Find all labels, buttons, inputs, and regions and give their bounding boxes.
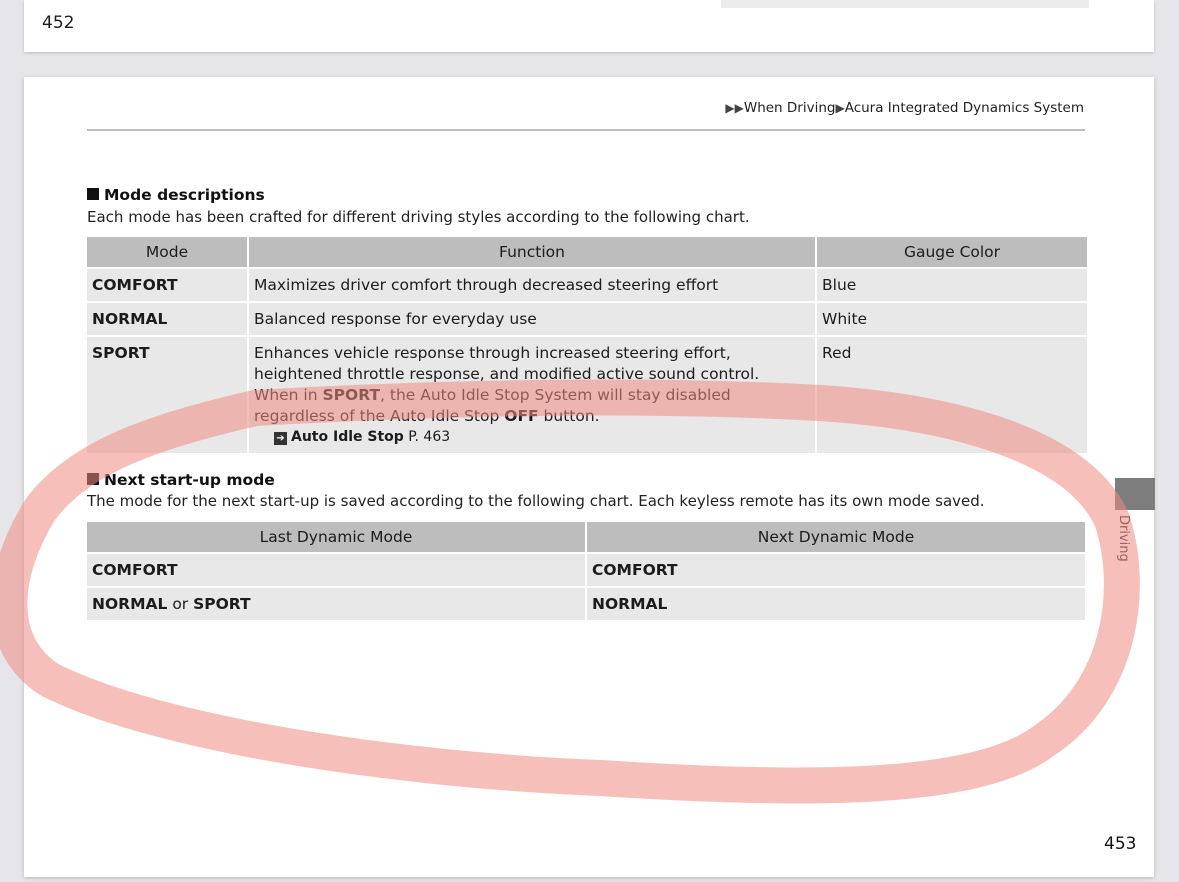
page-number: 453 <box>1104 834 1137 854</box>
table-header-row <box>87 237 1087 267</box>
next-mode-cell: NORMAL <box>587 588 1085 620</box>
side-index-label: Driving <box>1116 515 1131 562</box>
table-row <box>87 588 1085 620</box>
column-header-last-mode: Last Dynamic Mode <box>87 522 585 552</box>
gauge-color-cell: White <box>817 303 1087 335</box>
or-text: or <box>167 595 194 613</box>
mode-descriptions-text: Each mode has been crafted for different driving styles according to the following chart. <box>87 208 750 226</box>
function-cell <box>249 337 815 453</box>
header-divider <box>87 129 1085 131</box>
breadcrumb-arrows-icon: ▶▶ <box>725 101 744 115</box>
column-header-function: Function <box>249 237 815 267</box>
next-startup-title: Next start-up mode <box>104 471 275 489</box>
table-row <box>87 554 1085 586</box>
breadcrumb-separator-icon: ▶ <box>835 101 845 115</box>
previous-page <box>24 0 1154 52</box>
manual-page <box>24 77 1154 877</box>
mode-descriptions-table <box>85 235 1089 455</box>
next-startup-heading <box>87 471 275 489</box>
previous-page-table-stub <box>721 0 1089 8</box>
note-text: , the Auto Idle Stop System will stay disabled regardless of the Auto Idle Stop <box>254 386 731 425</box>
breadcrumb <box>725 100 1084 116</box>
note-text: button. <box>538 407 600 425</box>
previous-page-number: 452 <box>42 13 75 33</box>
table-header-row <box>87 522 1085 552</box>
column-header-gauge-color: Gauge Color <box>817 237 1087 267</box>
note-text: When in <box>254 386 323 404</box>
function-cell: Maximizes driver comfort through decreased steering effort <box>249 269 815 301</box>
next-startup-table <box>85 520 1087 622</box>
note-bold-off: OFF <box>504 407 539 425</box>
arrow-ref-icon: ➔ <box>274 432 287 445</box>
mode-normal: NORMAL <box>92 595 168 613</box>
mode-cell: NORMAL <box>87 303 247 335</box>
last-mode-cell: COMFORT <box>87 554 585 586</box>
mode-sport: SPORT <box>193 595 251 613</box>
ref-label: Auto Idle Stop <box>291 429 404 445</box>
gauge-color-cell: Red <box>817 337 1087 453</box>
next-startup-text: The mode for the next start-up is saved according to the following chart. Each keyless remote has its own mode saved. <box>87 492 985 510</box>
breadcrumb-item-when-driving[interactable]: When Driving <box>743 100 836 116</box>
function-text: Enhances vehicle response through increased steering effort, heightened throttle response, and modified active sound control. <box>254 344 760 383</box>
section-square-icon <box>87 188 99 200</box>
next-mode-cell: COMFORT <box>587 554 1085 586</box>
auto-idle-stop-note <box>254 385 810 427</box>
table-row <box>87 303 1087 335</box>
mode-cell: COMFORT <box>87 269 247 301</box>
mode-descriptions-title: Mode descriptions <box>104 186 265 204</box>
mode-cell: SPORT <box>87 337 247 453</box>
gauge-color-cell: Blue <box>817 269 1087 301</box>
note-bold-sport: SPORT <box>322 386 381 404</box>
column-header-mode: Mode <box>87 237 247 267</box>
last-mode-cell <box>87 588 585 620</box>
table-row <box>87 337 1087 453</box>
cross-reference-link[interactable] <box>274 427 810 448</box>
breadcrumb-item-aids[interactable]: Acura Integrated Dynamics System <box>844 100 1084 116</box>
section-square-icon <box>87 473 99 485</box>
function-cell: Balanced response for everyday use <box>249 303 815 335</box>
mode-descriptions-heading <box>87 186 265 204</box>
table-row <box>87 269 1087 301</box>
column-header-next-mode: Next Dynamic Mode <box>587 522 1085 552</box>
side-index-tab[interactable] <box>1115 478 1155 510</box>
ref-page: P. 463 <box>408 429 451 445</box>
